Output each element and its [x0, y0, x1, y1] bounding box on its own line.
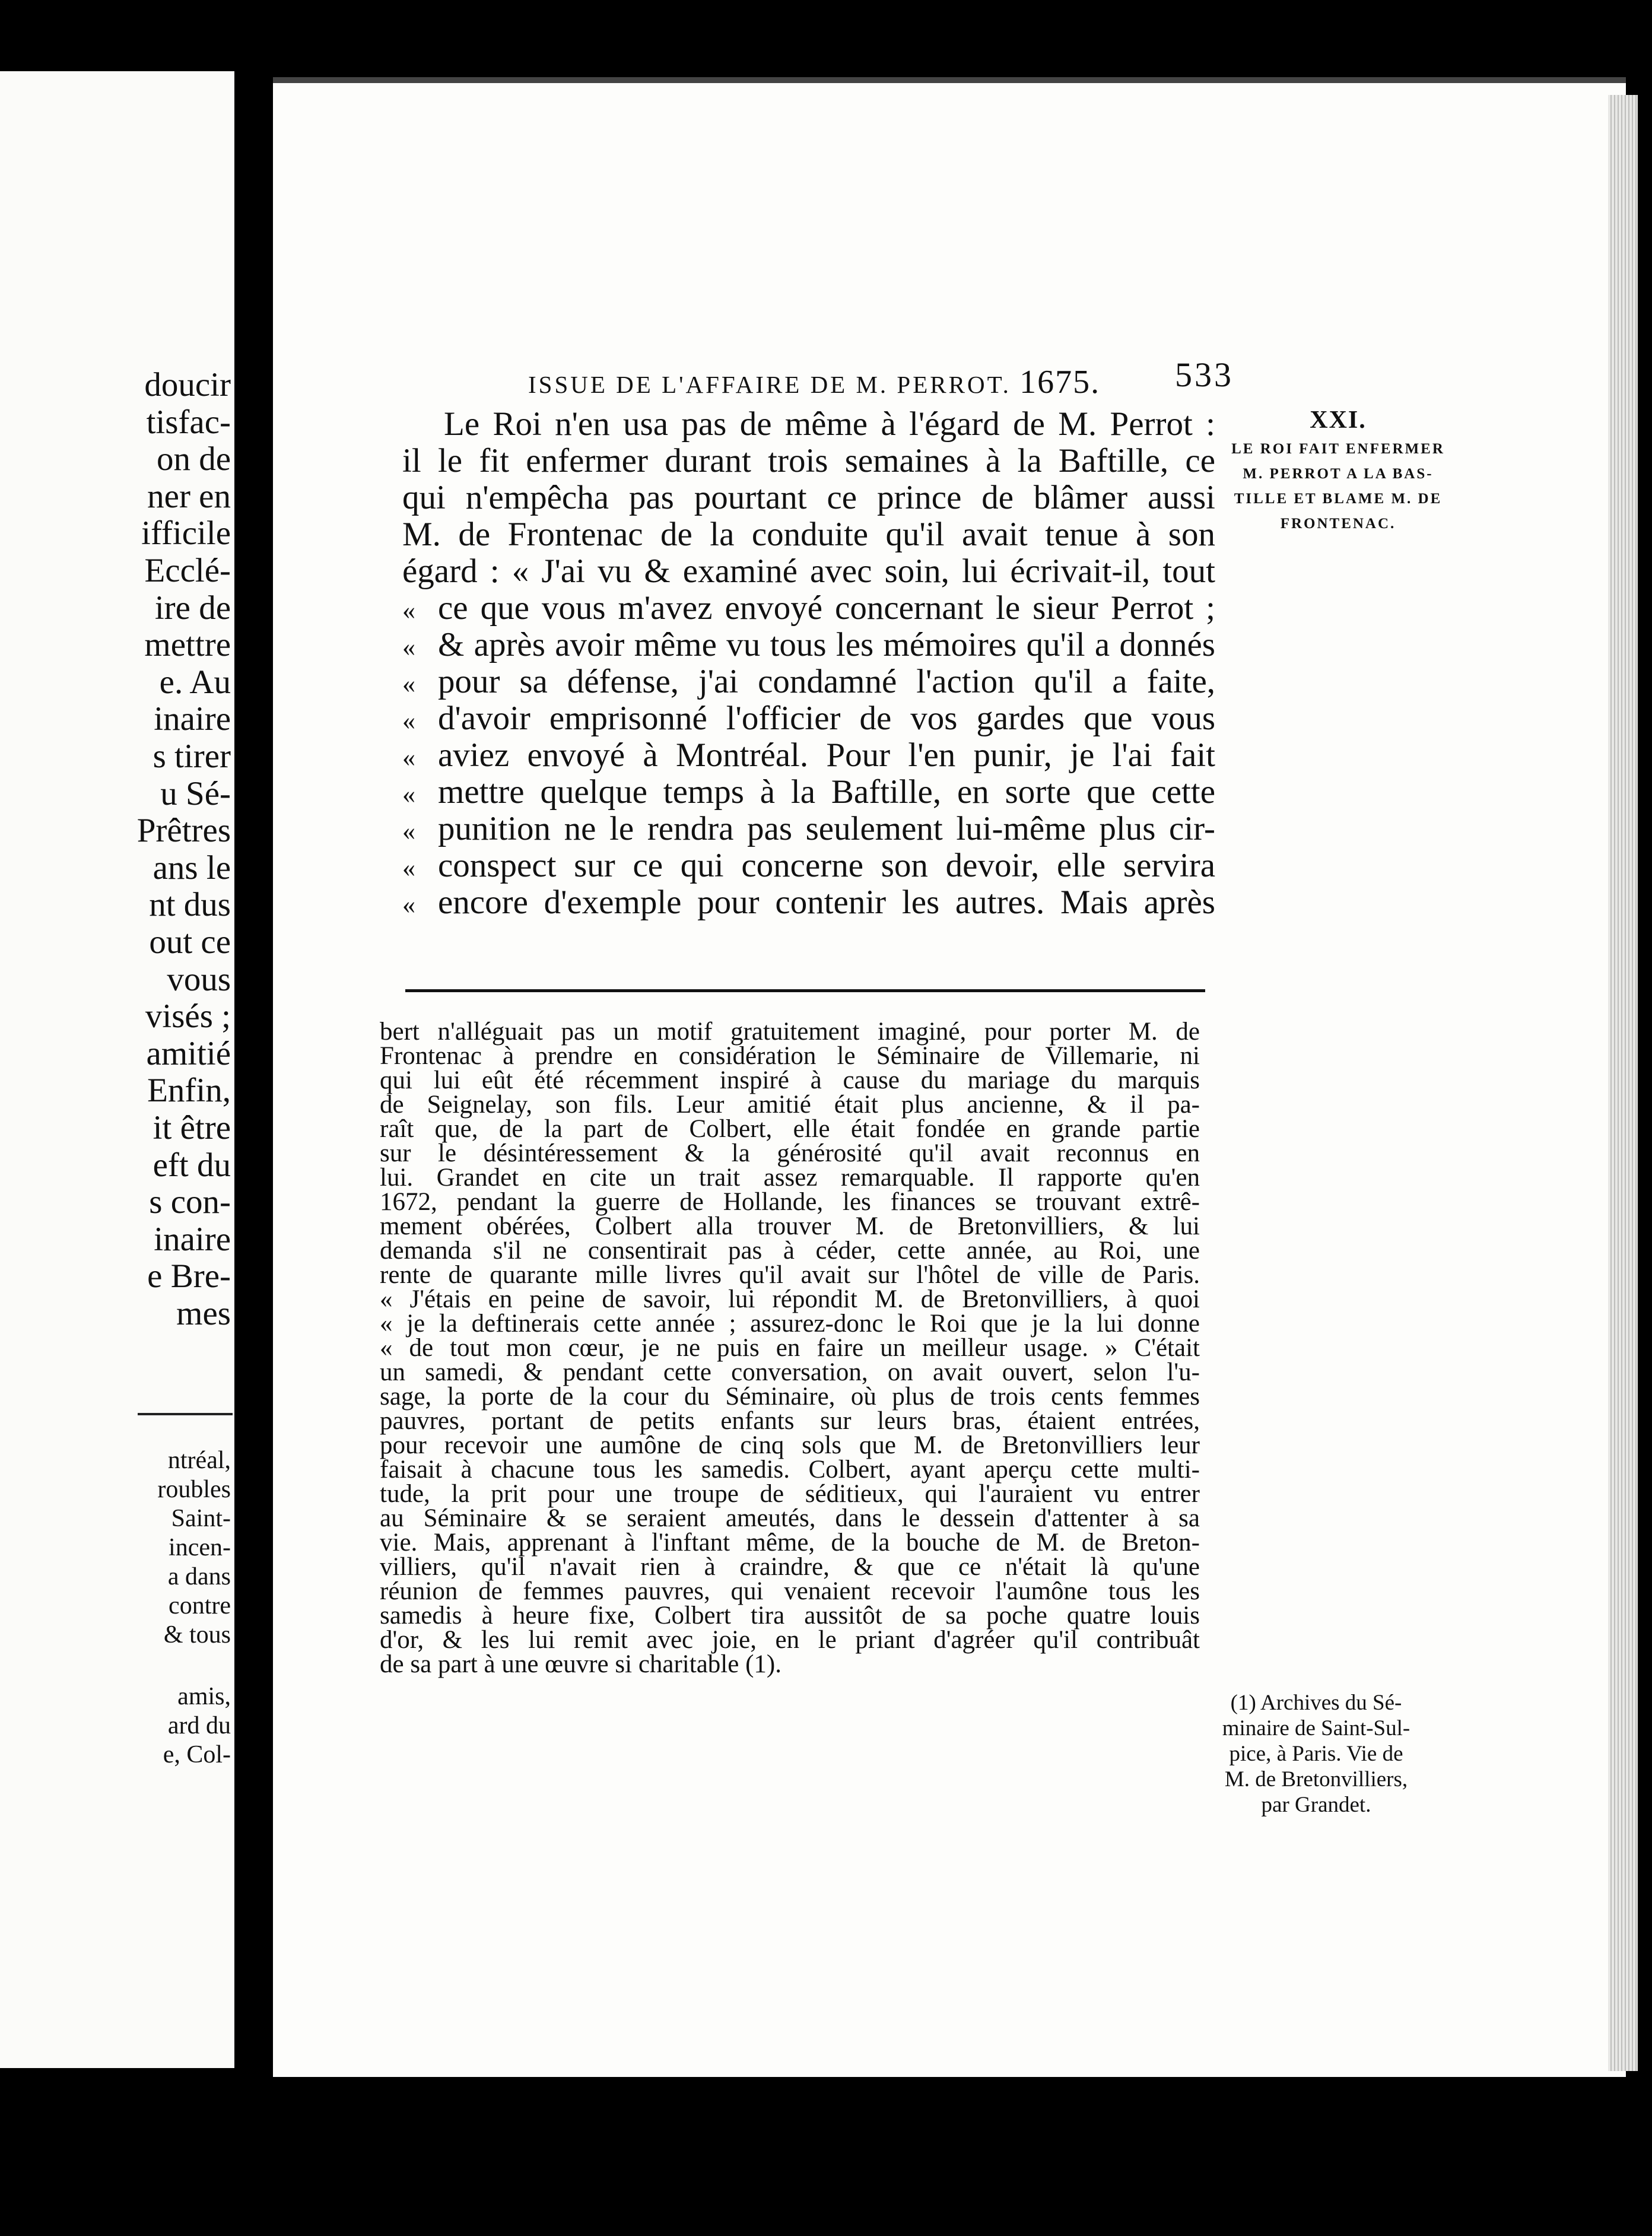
body-line-text: aviez envoyé à Montréal. Pour l'en punir, je l'ai fait [438, 736, 1215, 774]
running-head [528, 363, 1100, 401]
left-page-line: ifficile [141, 514, 231, 552]
body-line: qui n'empêcha pas pourtant ce prince de blâmer aussi [402, 479, 1215, 516]
left-page-line: vous [167, 960, 231, 998]
left-page-line: u Sé- [160, 774, 231, 812]
left-page-line: Prêtres [136, 812, 231, 850]
footnote-line: sur le désintéressement & la générosité qu'il avait reconnus en [380, 1139, 1200, 1167]
footnote-line: villiers, qu'il n'avait rien à craindre, & que ce n'était là qu'une [380, 1553, 1200, 1581]
page-edges [1608, 95, 1638, 2071]
footnote-line: samedis à heure fixe, Colbert tira aussitôt de sa poche quatre louis [380, 1602, 1200, 1630]
body-line-text: conspect sur ce qui concerne son devoir, elle servira [438, 847, 1215, 884]
margin-summary-line: LE ROI FAIT ENFERMER [1231, 441, 1445, 457]
left-page-line: e Bre- [147, 1257, 231, 1295]
left-page-note-line: contre [169, 1592, 231, 1619]
left-page-note-line: Saint- [171, 1505, 231, 1532]
left-page-line: eft du [153, 1146, 231, 1184]
quote-mark: « [402, 853, 415, 882]
footnote-rule [405, 989, 1205, 992]
body-line: Le Roi n'en usa pas de même à l'égard de M. Perrot : [444, 405, 1215, 443]
book-gutter [234, 0, 273, 2236]
left-page-line: doucir [144, 366, 231, 404]
margin-summary [1219, 404, 1457, 536]
body-quote-line [402, 737, 1215, 774]
body-line-text: & après avoir même vu tous les mémoires qu'il a donnés [438, 626, 1215, 663]
source-note-line: M. de Bretonvilliers, [1224, 1767, 1408, 1792]
source-note-line: (1) Archives du Sé- [1230, 1691, 1402, 1715]
footnote-line: faisait à chacune tous les samedis. Colbert, ayant aperçu cette multi- [380, 1456, 1200, 1484]
left-page-line: it être [153, 1109, 231, 1146]
footnote-line: d'or, & les lui remit avec joie, en le priant d'agréer qu'il contribuât [380, 1626, 1200, 1654]
footnote-line: Frontenac à prendre en considération le Séminaire de Villemarie, ni [380, 1042, 1200, 1070]
footnote-line: lui. Grandet en cite un trait assez remarquable. Il rapporte qu'en [380, 1164, 1200, 1192]
body-line: M. de Frontenac de la conduite qu'il avait tenue à son [402, 516, 1215, 553]
footnote-line: au Séminaire & se seraient ameutés, dans le dessein d'attenter à sa [380, 1504, 1200, 1532]
left-page-note-line: amis, [177, 1683, 231, 1710]
body-quote-line [402, 774, 1215, 811]
footnote-line: tude, la prit pour une troupe de séditieux, qui l'auraient vu entrer [380, 1480, 1200, 1508]
left-page-line: s tirer [153, 738, 231, 775]
quote-mark: « [402, 706, 415, 735]
left-page-note-line: a dans [167, 1563, 231, 1590]
left-page-note-line: & tous [163, 1621, 231, 1649]
running-title: ISSUE DE L'AFFAIRE DE M. PERROT. [528, 371, 1011, 398]
footnote-line: sage, la porte de la cour du Séminaire, où plus de trois cents femmes [380, 1383, 1200, 1411]
body-quote-line [402, 847, 1215, 884]
left-page-line: tisfac- [146, 403, 231, 441]
left-page [0, 71, 234, 2068]
source-note-line: pice, à Paris. Vie de [1229, 1742, 1403, 1766]
body-quote-line [402, 811, 1215, 847]
footnote-line: 1672, pendant la guerre de Hollande, les finances se trouvant extrê- [380, 1188, 1200, 1216]
body-quote-line [402, 663, 1215, 700]
quote-mark: « [402, 780, 415, 809]
left-page-line: out ce [149, 923, 231, 961]
left-page-note-line: e, Col- [163, 1741, 231, 1768]
left-page-line: nt dus [149, 886, 231, 924]
body-quote-line [402, 590, 1215, 627]
footnote-line: de Seignelay, son fils. Leur amitié était plus ancienne, & il pa- [380, 1091, 1200, 1119]
footnote-line: rente de quarante mille livres qu'il avait sur l'hôtel de ville de Paris. [380, 1261, 1200, 1289]
footnote-line: « J'étais en peine de savoir, lui répondit M. de Bretonvilliers, à quoi [380, 1285, 1200, 1313]
body-quote-line [402, 700, 1215, 737]
running-year: 1675. [1019, 364, 1101, 401]
left-page-line: Ecclé- [144, 552, 231, 589]
footnote-line: vie. Mais, apprenant à l'inftant même, de la bouche de M. de Breton- [380, 1529, 1200, 1557]
quote-mark: « [402, 633, 415, 662]
left-page-line: amitié [146, 1034, 231, 1072]
footnote-line: « je la deftinerais cette année ; assurez-donc le Roi que je la lui donne [380, 1310, 1200, 1338]
page-number: 533 [1175, 355, 1234, 394]
footnote-line: un samedi, & pendant cette conversation, on avait ouvert, selon l'u- [380, 1358, 1200, 1386]
footnote-line: réunion de femmes pauvres, qui venaient recevoir l'aumône tous les [380, 1577, 1200, 1605]
body-line: égard : « J'ai vu & examiné avec soin, lui écrivait-il, tout [402, 552, 1215, 590]
body-line-text: encore d'exemple pour contenir les autres. Mais après [438, 884, 1215, 921]
source-note [1197, 1690, 1435, 1818]
body-line-text: d'avoir emprisonné l'officier de vos gardes que vous [438, 700, 1215, 737]
body-line: il le fit enfermer durant trois semaines à la Baftille, ce [402, 442, 1215, 479]
body-line-text: pour sa défense, j'ai condamné l'action qu'il a faite, [438, 663, 1215, 700]
left-page-line: on de [156, 440, 231, 478]
source-note-line: minaire de Saint-Sul- [1222, 1716, 1410, 1740]
left-page-note-line: ntréal, [167, 1447, 231, 1474]
left-page-note-line: roubles [157, 1476, 231, 1503]
quote-mark: « [402, 596, 415, 625]
source-note-line: par Grandet. [1261, 1793, 1371, 1817]
footnote-line: pour recevoir une aumône de cinq sols que M. de Bretonvilliers leur [380, 1431, 1200, 1459]
left-page-line: ans le [153, 849, 231, 887]
left-page-line: Enfin, [147, 1072, 231, 1110]
left-page-line: s con- [149, 1183, 231, 1221]
left-page-line: ire de [154, 589, 231, 627]
quote-mark: « [402, 743, 415, 772]
left-page-line: ner en [147, 477, 231, 515]
body-quote-line [402, 884, 1215, 921]
quote-mark: « [402, 669, 415, 698]
left-page-line: e. Au [159, 663, 231, 701]
body-quote-line [402, 627, 1215, 663]
body-text [402, 406, 1215, 921]
body-line-text: punition ne le rendra pas seulement lui-même plus cir- [438, 810, 1215, 847]
footnote-line: demanda s'il ne consentirait pas à céder, cette année, au Roi, une [380, 1237, 1200, 1265]
footnote-line: raît que, de la part de Colbert, elle était fondée en grande partie [380, 1115, 1200, 1143]
left-page-note-line: incen- [169, 1534, 231, 1561]
footnote-line: pauvres, portant de petits enfants sur leurs bras, étaient entrées, [380, 1407, 1200, 1435]
left-page-rule [138, 1413, 233, 1415]
left-page-note-line: ard du [167, 1712, 231, 1739]
margin-summary-line: M. PERROT A LA BAS- [1243, 466, 1434, 482]
left-page-line: mes [176, 1295, 231, 1332]
footnote-line: « de tout mon cœur, je ne puis en faire un meilleur usage. » C'était [380, 1334, 1200, 1362]
left-page-line: visés ; [145, 998, 231, 1036]
body-line-text: ce que vous m'avez envoyé concernant le sieur Perrot ; [438, 589, 1215, 627]
left-page-line: inaire [154, 700, 231, 738]
footnote-line: bert n'alléguait pas un motif gratuitement imaginé, pour porter M. de [380, 1018, 1200, 1046]
footnote-line: qui lui eût été récemment inspiré à cause du mariage du marquis [380, 1066, 1200, 1094]
margin-summary-number: XXI. [1310, 406, 1367, 434]
quote-mark: « [402, 890, 415, 919]
margin-summary-line: TILLE ET BLAME M. DE [1234, 491, 1443, 507]
left-page-line: mettre [144, 626, 231, 664]
footnote-line: mement obérées, Colbert alla trouver M. de Bretonvilliers, & lui [380, 1212, 1200, 1240]
footnote-text [380, 1019, 1200, 1676]
left-page-line: inaire [154, 1220, 231, 1258]
quote-mark: « [402, 817, 415, 846]
body-line-text: mettre quelque temps à la Baftille, en sorte que cette [438, 773, 1215, 811]
margin-summary-line: FRONTENAC. [1280, 516, 1396, 532]
footnote-line: de sa part à une œuvre si charitable (1). [380, 1650, 781, 1678]
